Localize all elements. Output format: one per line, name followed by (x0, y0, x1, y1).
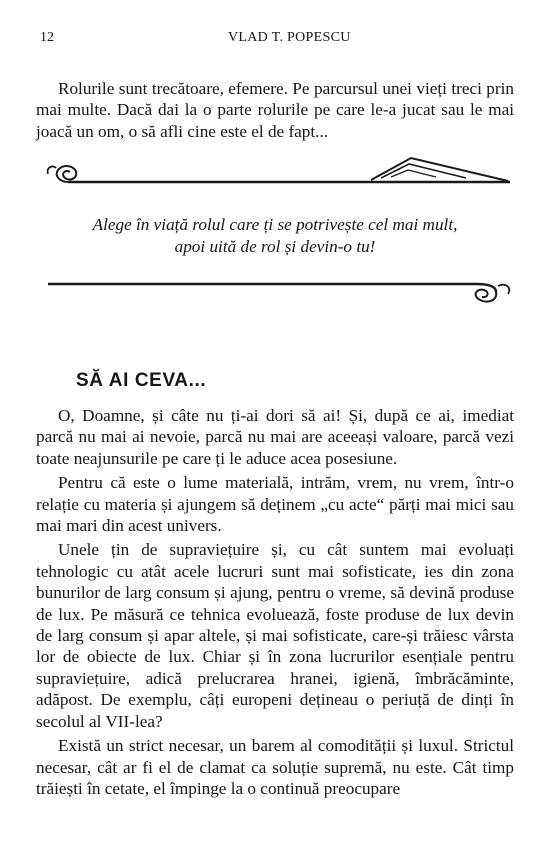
running-title: VLAD T. POPESCU (228, 30, 351, 45)
ornament-top (36, 152, 516, 196)
paragraph: Pentru că este o lume materială, intrăm, vrem, nu vrem, într-o relație cu materia și ajungem să deținem „cu acte“ părți mai mici sau mai mari din acest univers. (36, 473, 514, 536)
body-text (36, 405, 514, 799)
quote-block (40, 214, 510, 258)
intro-paragraph: Rolurile sunt trecătoare, efemere. Pe parcursul unei vieți treci prin mai multe. Dacă dai la o parte rolurile pe care le-a jucat sau le mai joacă un om, o să afli cine este el de fapt... (36, 79, 514, 141)
section-title: SĂ AI CEVA... (76, 370, 207, 391)
paragraph: Unele țin de supraviețuire și, cu cât suntem mai evoluați tehnologic cu atât acele lucruri sunt mai sofisticate, ies din zona bunurilor de larg consum și ajung, pentru o vreme, să devină produse de lux. Pe măsură ce tehnica evoluează, foste produse de lux devin de larg consum și apar altele, și mai sofisticate, care-și trăiesc vârsta lor de obiecte de lux. Chiar și în zona lucrurilor esențiale pentru supraviețuire, adică prelucrarea hranei, igienă, îmbrăcăminte, adăpost. De exemplu, câți europeni dețineau o periuță de dinți în secolul al VII-lea? (36, 540, 514, 731)
quote-line-1: Alege în viață rolul care ți se potrivește cel mai mult, (92, 215, 458, 234)
quote-line-2: apoi uită de rol și devin-o tu! (174, 237, 376, 256)
paragraph: Există un strict necesar, un barem al comodității și luxul. Strictul necesar, cât ar fi el de clamat ca soluție supremă, nu este. Cât timp trăiești în cetate, el împinge la o continuă preocupare (36, 736, 514, 798)
paragraph: O, Doamne, și câte nu ți-ai dori să ai! Și, după ce ai, imediat parcă nu mai ai nevoie, parcă nu mai are aceeași valoare, parcă vezi toate neajunsurile pe care ți le aduce acea posesiune. (36, 406, 514, 468)
page-number: 12 (40, 30, 54, 45)
ornament-top-swirl (36, 152, 516, 196)
page-header (0, 30, 539, 50)
ornament-bottom (36, 270, 516, 306)
ornament-bottom-swirl (36, 270, 516, 306)
intro-block (36, 78, 514, 142)
